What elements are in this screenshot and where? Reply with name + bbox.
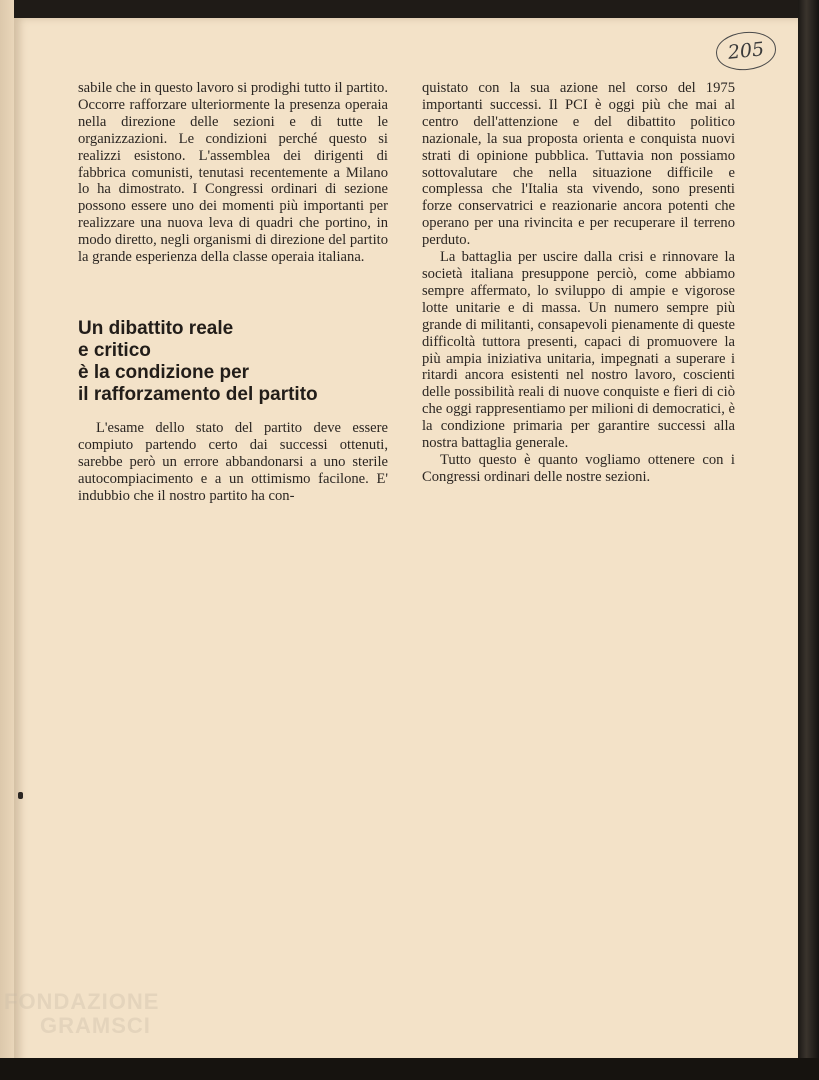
heading-line: e critico <box>78 340 151 361</box>
right-paragraph-1: quistato con la sua azione nel corso del 1975 importanti successi. Il PCI è oggi più che mai al centro dell'attenzione e del dibattito politico nazionale, la sua proposta orienta e conquista nuovi strati di opinione pubblica. Tuttavia non possiamo sottovalutare che nella situazione difficile e complessa che l'Italia sta vivendo, sono presenti forze conservatrici e reazionarie ancora potenti che operano per una rivincita e per recuperare il terreno perduto. <box>422 80 735 249</box>
archive-watermark <box>4 990 204 1038</box>
page-number-stamp: 205 <box>714 29 778 73</box>
watermark-line: FONDAZIONE <box>4 989 160 1014</box>
right-paragraph-2: La battaglia per uscire dalla crisi e rinnovare la società italiana presuppone perciò, come abbiamo sempre affermato, lo sviluppo di ampie e vigorose lotte unitarie e di massa. Un numero sempre più grande di militanti, consapevoli pienamente di queste difficoltà tuttora presenti, capaci di promuovere la più ampia iniziativa unitaria, impegnati a superare i ritardi ancora esistenti nel nostro lavoro, coscienti delle possibilità reali di nuove conquiste e fieri di ciò che oggi rappresentiamo per milioni di democratici, è la condizione primaria per garantire successi alla nostra battaglia generale. <box>422 249 735 452</box>
left-column-bottom <box>78 420 388 505</box>
scan-top-border <box>0 0 798 18</box>
right-column <box>422 80 735 486</box>
heading-line: è la condizione per <box>78 362 250 383</box>
right-paragraph-3: Tutto questo è quanto vogliamo ottenere con i Congressi ordinari delle nostre sezioni. <box>422 451 735 485</box>
left-column-top <box>78 80 388 266</box>
scan-left-border <box>0 0 14 1080</box>
binding-hole-mark <box>18 792 23 799</box>
section-heading <box>78 318 408 406</box>
watermark-line: GRAMSCI <box>40 1013 151 1038</box>
heading-line: il rafforzamento del partito <box>78 384 318 405</box>
heading-line: Un dibattito reale <box>78 318 234 339</box>
scan-bottom-border <box>0 1058 819 1080</box>
left-paragraph-1: sabile che in questo lavoro si prodighi tutto il partito. Occorre rafforzare ulteriormente la presenza operaia nella direzione delle sezioni e di tutte le organizzazioni. Le condizioni perché questo si realizzi esistono. L'assemblea dei dirigenti di fabbrica comunisti, tenutasi recentemente a Milano lo ha dimostrato. I Congressi ordinari di sezione possono essere uno dei momenti più importanti per realizzare una nuova leva di quadri che portino, in modo diretto, negli organismi di direzione del partito la grande esperienza della classe operaia italiana. <box>78 80 388 266</box>
left-paragraph-2: L'esame dello stato del partito deve essere compiuto partendo certo dai successi ottenuti, sarebbe però un errore abbandonarsi a uno sterile autocompiacimento e a un ottimismo facilone. E' indubbio che il nostro partito ha con- <box>78 420 388 504</box>
scan-right-border <box>798 0 819 1080</box>
